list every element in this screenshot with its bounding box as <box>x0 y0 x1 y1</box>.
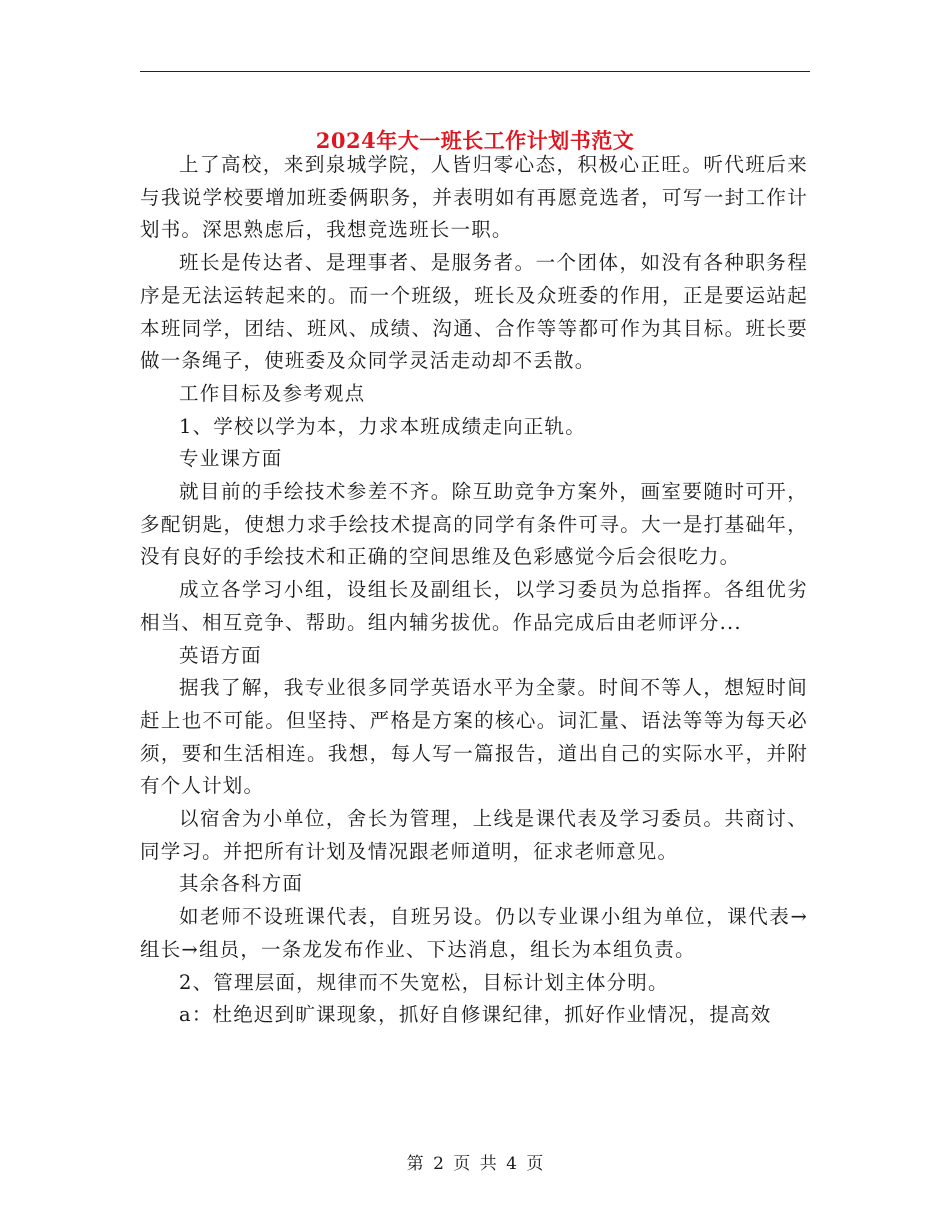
heading-other-subjects: 其余各科方面 <box>179 872 304 896</box>
paragraph-dormitory: 以宿舍为小单位，舍长为管理，上线是课代表及学习委员。共商讨、同学习。并把所有计划及情况跟老师道明，征求老师意见。 <box>140 807 808 863</box>
paragraph-english-level: 据我了解，我专业很多同学英语水平为全蒙。时间不等人，想短时间赶上也不可能。但坚持、严格是方案的核心。词汇量、语法等等为每天必须，要和生活相连。我想，每人写一篇报告，道出自己的实际水平，并附有个人计划。 <box>140 676 808 798</box>
paragraph-intro: 上了高校，来到泉城学院，人皆归零心态，积极心正旺。听代班后来与我说学校要增加班委俩职务，并表明如有再愿竞选者，可写一封工作计划书。深思熟虑后，我想竞选班长一职。 <box>140 153 808 242</box>
heading-goals: 工作目标及参考观点 <box>179 381 366 405</box>
paragraph-attendance: a：杜绝迟到旷课现象，抓好自修课纪律，抓好作业情况，提高效 <box>179 1003 772 1027</box>
heading-english: 英语方面 <box>179 643 262 667</box>
header-rule <box>140 71 810 72</box>
paragraph-study-groups: 成立各学习小组，设组长及副组长，以学习委员为总指挥。各组优劣相当、相互竞争、帮助。组内辅劣拔优。作品完成后由老师评分... <box>140 578 808 634</box>
heading-major-courses: 专业课方面 <box>179 447 283 471</box>
page-number: 第 2 页 共 4 页 <box>406 1154 544 1174</box>
paragraph-drawing-skills: 就目前的手绘技术参差不齐。除互助竞争方案外，画室要随时可开，多配钥匙，使想力求手绘技术提高的同学有条件可寻。大一是打基础年，没有良好的手绘技术和正确的空间思维及色彩感觉今后会很吃力。 <box>140 480 808 569</box>
goal-1: 1、学校以学为本，力求本班成绩走向正轨。 <box>179 414 586 438</box>
goal-2: 2、管理层面，规律而不失宽松，目标计划主体分明。 <box>179 970 669 994</box>
document-title: 2024年大一班长工作计划书范文 <box>315 128 635 154</box>
paragraph-course-reps: 如老师不设班课代表，自班另设。仍以专业课小组为单位，课代表→组长→组员，一条龙发布作业、下达消息，组长为本组负责。 <box>140 905 808 961</box>
paragraph-role: 班长是传达者、是理事者、是服务者。一个团体，如没有各种职务程序是无法运转起来的。而一个班级，班长及众班委的作用，正是要运站起本班同学，团结、班风、成绩、沟通、合作等等都可作为其目标。班长要做一条绳子，使班委及众同学灵活走动却不丢散。 <box>140 251 808 373</box>
document-body <box>140 149 808 1032</box>
